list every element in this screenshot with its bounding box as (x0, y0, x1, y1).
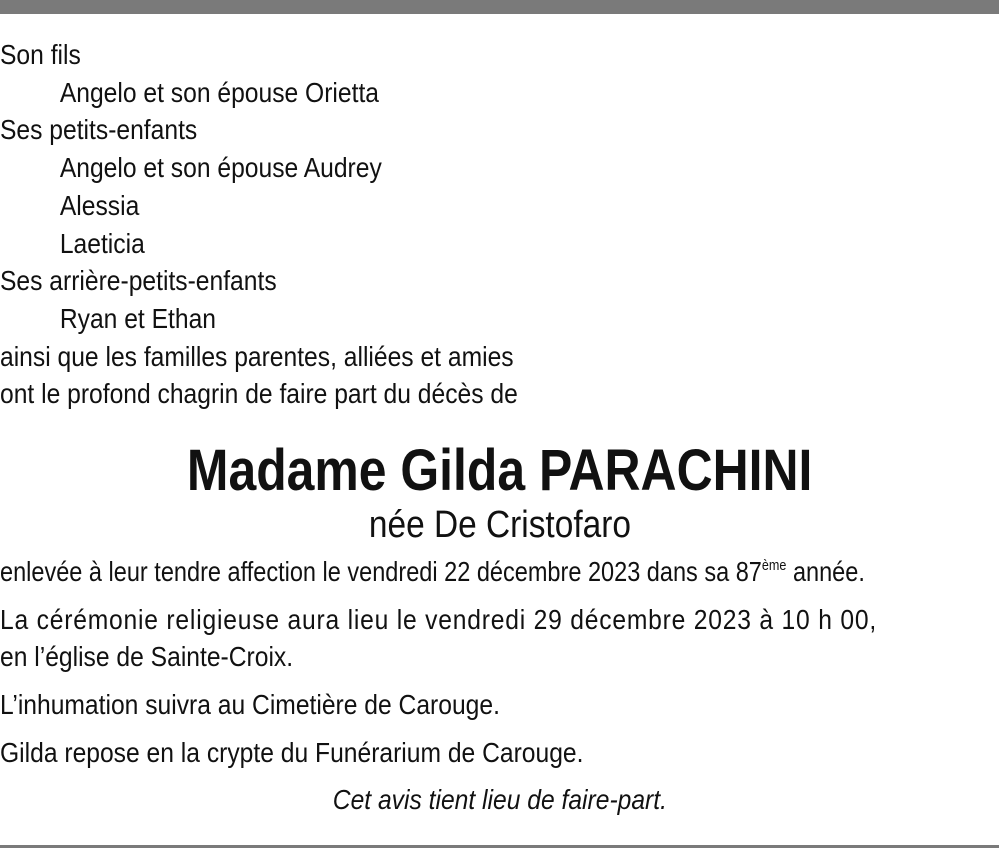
family-line: Laeticia (59, 227, 145, 259)
family-line: ainsi que les familles parentes, alliées et amies (0, 340, 514, 372)
closing-text: Cet avis tient lieu de faire-part. (332, 784, 667, 816)
family-line: Son fils (0, 39, 81, 70)
deceased-block (0, 439, 999, 547)
death-text: enlevée à leur tendre affection le vendredi 22 décembre 2023 dans sa 87 (0, 556, 762, 588)
family-line: Alessia (59, 189, 140, 221)
death-text-end: année. (786, 556, 865, 588)
resting-info: Gilda repose en la crypte du Funérarium de Carouge. (0, 737, 584, 769)
family-line: Ses petits-enfants (0, 114, 198, 146)
obituary-notice (0, 36, 999, 818)
burial-info: L’inhumation suivra au Cimetière de Carouge. (0, 689, 500, 721)
top-border (0, 0, 999, 14)
ceremony-info (0, 601, 999, 675)
maiden-name: née De Cristofaro (368, 504, 631, 547)
bottom-border (0, 845, 999, 848)
family-line: Angelo et son épouse Orietta (59, 76, 380, 108)
death-announcement (0, 553, 865, 590)
family-line: Angelo et son épouse Audrey (59, 152, 382, 184)
closing-note (0, 781, 999, 818)
family-line: Ryan et Ethan (59, 302, 216, 334)
ceremony-line: La cérémonie religieuse aura lieu le vendredi 29 décembre 2023 à 10 h 00, (0, 604, 877, 636)
family-line: Ses arrière-petits-enfants (0, 265, 277, 297)
family-line: ont le profond chagrin de faire part du décès de (0, 378, 518, 410)
ceremony-line: en l’église de Sainte-Croix. (0, 641, 294, 673)
ordinal-suffix: ème (761, 557, 787, 575)
deceased-name: Madame Gilda PARACHINI (186, 438, 813, 504)
family-list (0, 36, 999, 413)
